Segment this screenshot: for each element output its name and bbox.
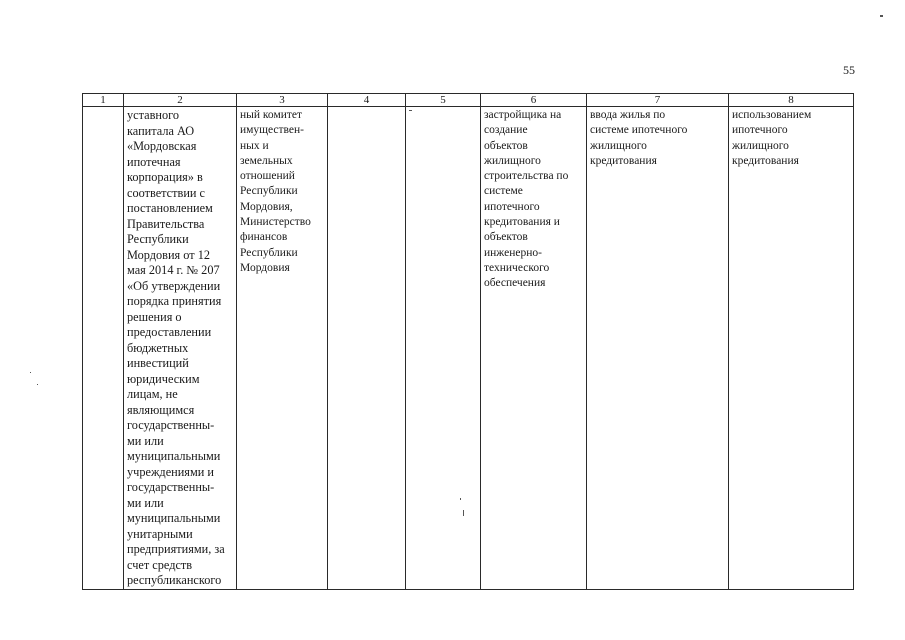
column-header: 7 [587, 94, 729, 107]
table-cell-3: ный комитет имуществен- ных и земельных отношений Республики Мордовия, Министерство финансов Республики Мордовия [237, 107, 328, 590]
table-cell-8: использованием ипотечного жилищного кредитования [729, 107, 854, 590]
table-cell-2: уставного капитала АО «Мордовская ипотечная корпорация» в соответствии с постановлением Правительства Республики Мордовия от 12 мая 2014 г. № 207 «Об утверждении порядка принятия решения о предоставлении бюджетных инвестиций юридическим лицам, не являющимся государственны- ми или муниципальными учреждениями и государственны- ми или муниципальными унитарными предприятиями, за счет средств республиканского [124, 107, 237, 590]
column-header: 3 [237, 94, 328, 107]
table-row [83, 107, 854, 590]
column-header: 5 [406, 94, 481, 107]
scan-speck [30, 372, 31, 373]
scan-speck [880, 15, 883, 17]
table-cell-1 [83, 107, 124, 590]
column-header: 1 [83, 94, 124, 107]
column-header: 4 [328, 94, 406, 107]
table-cell-7: ввода жилья по системе ипотечного жилищного кредитования [587, 107, 729, 590]
table-cell-4 [328, 107, 406, 590]
column-header: 6 [481, 94, 587, 107]
scan-speck [37, 384, 38, 385]
data-table [82, 93, 854, 590]
page-number: 55 [843, 63, 855, 77]
column-header: 8 [729, 94, 854, 107]
table-header-row [83, 94, 854, 107]
column-header: 2 [124, 94, 237, 107]
table-cell-5 [406, 107, 481, 590]
table-cell-6: застройщика на создание объектов жилищного строительства по системе ипотечного кредитования и объектов инженерно- технического обеспечения [481, 107, 587, 590]
